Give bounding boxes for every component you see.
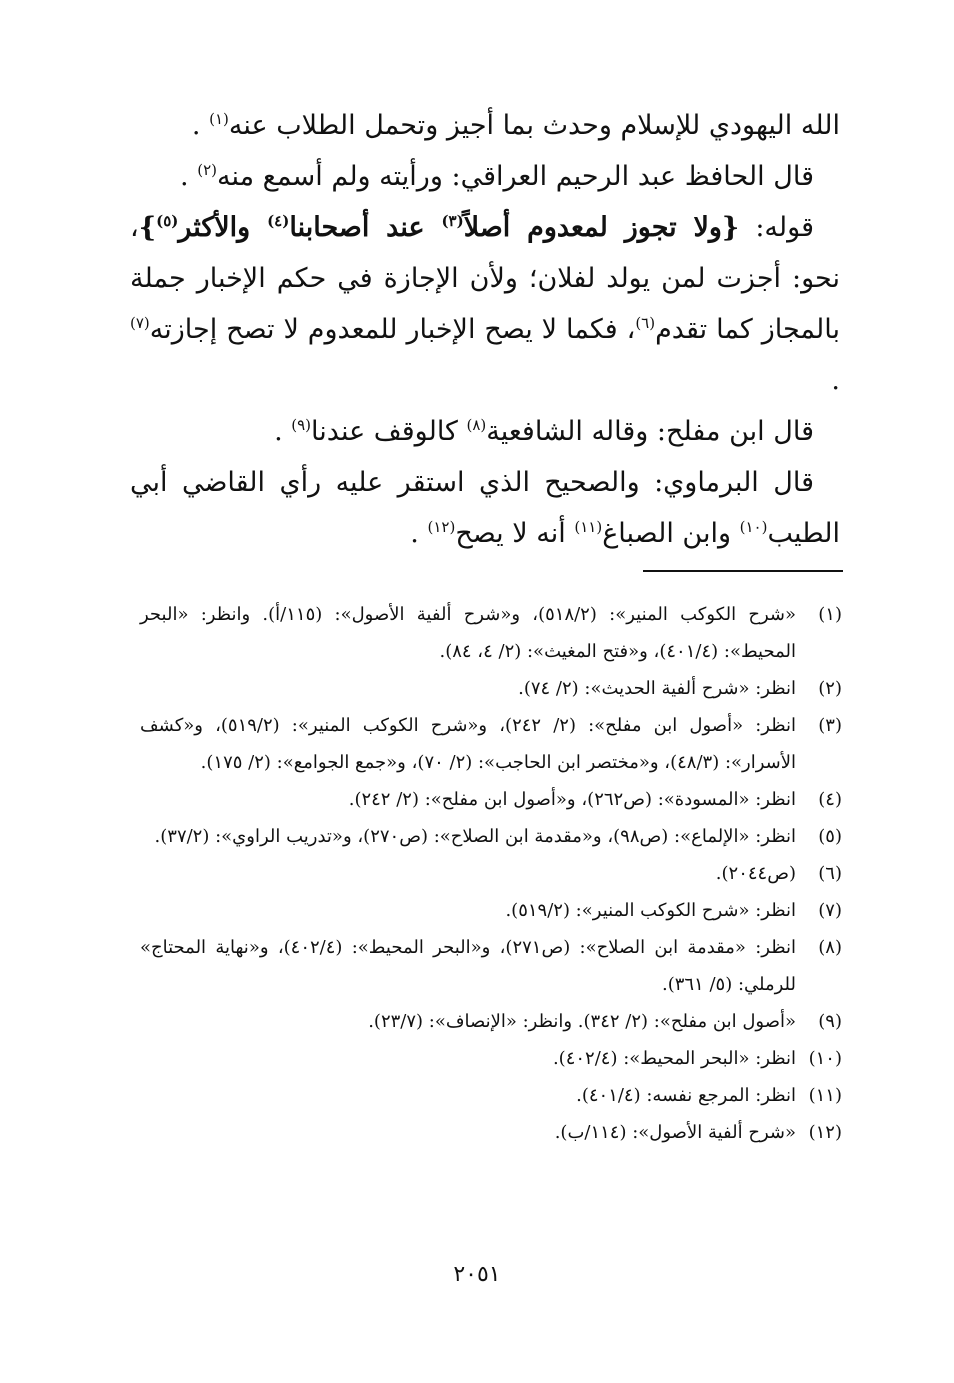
footnote-text: انظر: «شرح ألفية الحديث»: (٢/ ٧٤). xyxy=(518,678,796,699)
footnote-4 xyxy=(140,781,842,818)
footnote-number: (٢) xyxy=(818,678,842,699)
footnotes xyxy=(140,596,842,1151)
footnote-text: «أصول ابن مفلح»: (٢/ ٣٤٢). وانظر: «الإنصاف»: (٢٣/٧). xyxy=(368,1011,796,1032)
footnote-number: (١١) xyxy=(808,1085,842,1106)
footnote-text: انظر: المرجع نفسه: (٤٠١/٤). xyxy=(576,1085,796,1106)
footnote-number: (١) xyxy=(818,604,842,625)
paragraph-5-name: وابن الصباغ xyxy=(602,518,732,549)
footnote-ref-10[interactable]: (١٠) xyxy=(739,518,768,536)
footnote-number: (٣) xyxy=(818,715,842,736)
footnote-ref-3[interactable]: (٣) xyxy=(441,212,464,230)
paragraph-5-text: قال البرماوي: والصحيح الذي استقر عليه رأي القاضي أبي الطيب xyxy=(130,467,840,549)
footnote-number: (٩) xyxy=(818,1011,842,1032)
paragraph-3-body: ، نحو: أجزت لمن يولد لفلان؛ ولأن الإجازة في حكم الإخبار جملة بالمجاز كما تقدم xyxy=(130,212,840,345)
main-text xyxy=(130,100,840,559)
paragraph-4-text: قال ابن مفلح: وقاله الشافعية xyxy=(486,416,814,447)
footnote-number: (٨) xyxy=(818,937,842,958)
footnote-number: (٥) xyxy=(818,826,842,847)
footnote-text: انظر: «أصول ابن مفلح»: (٢/ ٢٤٢)، و«شرح الكوكب المنير»: (٥١٩/٢)، و«كشف الأسرار»: (٤٨/٣)، و«مختصر ابن الحاجب»: (٢/ ٧٠)، و«جمع الجوامع»: (٢/ ١٧٥). xyxy=(140,715,796,773)
period: . xyxy=(191,110,201,141)
footnote-ref-9[interactable]: (٩) xyxy=(291,416,312,434)
footnote-ref-2[interactable]: (٢) xyxy=(197,161,217,179)
footnote-ref-5[interactable]: (٥) xyxy=(156,212,179,230)
matn-close: } xyxy=(138,212,157,243)
footnote-5 xyxy=(140,818,842,855)
footnote-10 xyxy=(140,1040,842,1077)
matn-part-2: عند أصحابنا xyxy=(289,212,425,243)
footnote-ref-8[interactable]: (٨) xyxy=(466,416,487,434)
footnote-text: انظر: «المسودة»: (ص٢٦٢)، و«أصول ابن مفلح»: (٢/ ٢٤٢). xyxy=(348,789,796,810)
paragraph-2 xyxy=(130,151,840,202)
footnote-6 xyxy=(140,855,842,892)
footnote-text: انظر: «الإلماع»: (ص٩٨)، و«مقدمة ابن الصلاح»: (ص٢٧٠)، و«تدريب الراوي»: (٣٧/٢). xyxy=(154,826,796,847)
footnote-text: «شرح ألفية الأصول»: (١١٤/ب). xyxy=(554,1122,796,1143)
footnote-number: (٧) xyxy=(818,900,842,921)
matn-part-1: {ولا تجوز لمعدوم أصلاً xyxy=(463,212,740,243)
footnote-3 xyxy=(140,707,842,781)
footnote-11 xyxy=(140,1077,842,1114)
footnote-7 xyxy=(140,892,842,929)
period: . xyxy=(410,518,419,549)
footnote-number: (٤) xyxy=(818,789,842,810)
paragraph-4 xyxy=(130,406,840,457)
paragraph-5-tail: أنه لا يصح xyxy=(455,518,566,549)
matn-part-3: والأكثر xyxy=(178,212,251,243)
footnote-ref-7[interactable]: (٧) xyxy=(130,314,150,332)
footnote-ref-4[interactable]: (٤) xyxy=(267,212,290,230)
paragraph-1-text: الله اليهودي للإسلام وحدث بما أجيز وتحمل الطلاب عنه xyxy=(228,110,840,141)
footnote-ref-12[interactable]: (١٢) xyxy=(427,518,456,536)
footnote-text: انظر: «شرح الكوكب المنير»: (٥١٩/٢). xyxy=(505,900,796,921)
period: . xyxy=(180,161,189,192)
paragraph-3-intro: قوله: xyxy=(755,212,814,243)
footnote-text: انظر: «البحر المحيط»: (٤٠٢/٤). xyxy=(552,1048,796,1069)
quoted-matn xyxy=(139,212,740,243)
paragraph-4-tail: كالوقف عندنا xyxy=(311,416,458,447)
footnote-text: انظر: «مقدمة ابن الصلاح»: (ص٢٧١)، و«البحر المحيط»: (٤٠٢/٤)، و«نهاية المحتاج» للرملي: (٥/ ٣٦١). xyxy=(140,937,796,995)
period: . xyxy=(831,365,840,396)
paragraph-1 xyxy=(130,100,840,151)
period: . xyxy=(274,416,283,447)
footnote-number: (٦) xyxy=(818,863,842,884)
paragraph-3-tail: ، فكما لا يصح الإخبار للمعدوم لا تصح إجازته xyxy=(149,314,636,345)
page-number: ٢٠٥١ xyxy=(453,1262,501,1287)
footnote-1 xyxy=(140,596,842,670)
footnote-ref-11[interactable]: (١١) xyxy=(574,518,603,536)
paragraph-5 xyxy=(130,457,840,559)
footnote-9 xyxy=(140,1003,842,1040)
footnote-text: (ص٢٠٤٤). xyxy=(715,863,796,884)
footnote-ref-6[interactable]: (٦) xyxy=(635,314,656,332)
paragraph-3 xyxy=(130,202,840,406)
footnote-text: «شرح الكوكب المنير»: (٥١٨/٢)، و«شرح ألفية الأصول»: (١١٥/أ). وانظر: «البحر المحيط»: (٤٠١/٤)، و«فتح المغيث»: (٢/ ٤، ٨٤). xyxy=(140,604,796,662)
footnote-separator xyxy=(643,570,843,572)
paragraph-2-text: قال الحافظ عبد الرحيم العراقي: ورأيته ولم أسمع منه xyxy=(217,161,814,192)
footnote-2 xyxy=(140,670,842,707)
footnote-8 xyxy=(140,929,842,1003)
footnote-12 xyxy=(140,1114,842,1151)
footnote-ref-1[interactable]: (١) xyxy=(209,110,229,128)
footnote-number: (١٠) xyxy=(808,1048,842,1069)
footnote-number: (١٢) xyxy=(808,1122,842,1143)
